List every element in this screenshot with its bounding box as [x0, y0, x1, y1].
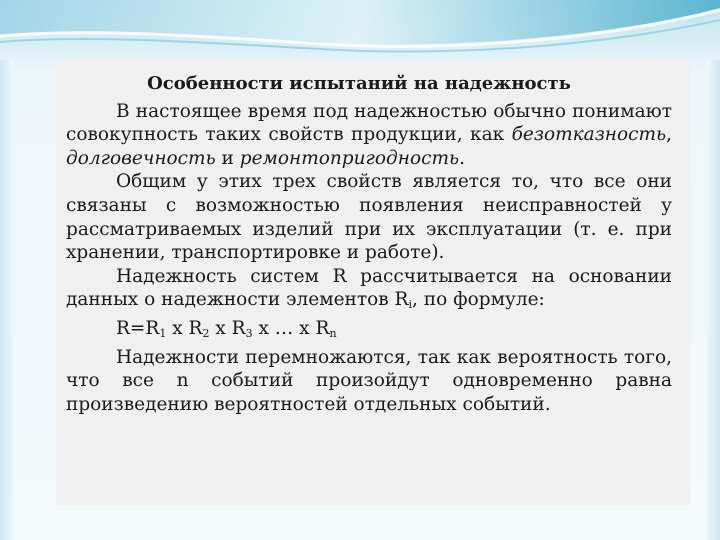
separator-text: и: [215, 147, 240, 169]
formula-part: x R: [209, 317, 246, 339]
right-edge-decoration: [706, 60, 720, 540]
formula-part: x R: [166, 317, 203, 339]
subscript: i: [408, 298, 412, 312]
separator-text: .: [459, 147, 465, 169]
left-edge-decoration: [0, 60, 14, 540]
slide-content: [66, 72, 672, 416]
formula-part: R=R: [116, 317, 160, 339]
formula-subscript: n: [329, 326, 337, 340]
paragraph-definition: [66, 100, 672, 171]
formula-subscript: 2: [202, 326, 210, 340]
paragraph-system-text-end: , по формуле:: [412, 289, 545, 311]
reliability-formula: [66, 317, 672, 346]
slide-title: Особенности испытаний на надежность: [147, 73, 571, 94]
term-maintainability: ремонтопригодность: [239, 147, 460, 169]
paragraph-system-text: Надежность систем R рассчитывается на основании данных о надежности элементов R: [66, 265, 672, 311]
separator-text: ,: [666, 124, 672, 146]
term-durability: долговечность: [66, 147, 216, 169]
paragraph-multiplication: Надежности перемножаются, так как вероятность того, что все n событий произойдут одновременно равна произведению вероятностей отдельных событий.: [66, 346, 672, 415]
paragraph-definition-text: В настоящее время под надежностью обычно понимают совокупность таких свойств продукции, как: [66, 100, 672, 146]
paragraph-common: Общим у этих трех свойств является то, что все они связаны с возможностью появления неисправностей у рассматриваемых изделий при их эксплуатации (т. е. при хранении, транспортировке и работе).: [66, 171, 672, 264]
term-reliability: безотказность: [511, 124, 667, 146]
formula-part: x … x R: [252, 317, 330, 339]
paragraph-system-reliability: [66, 265, 672, 317]
formula-subscript: 3: [245, 326, 253, 340]
formula-subscript: 1: [159, 326, 167, 340]
